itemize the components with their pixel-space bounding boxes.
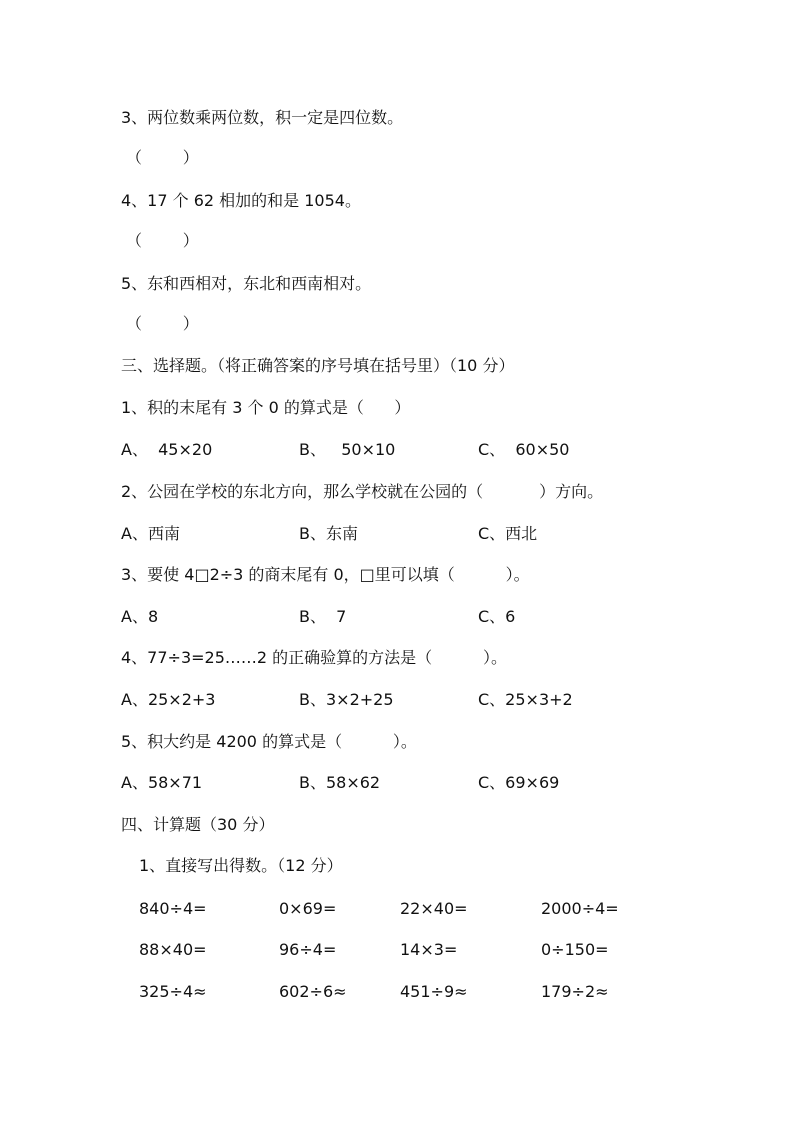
calc-item: 96÷4= [279, 940, 337, 959]
choice-question-4: 4、77÷3=25……2 的正确验算的方法是（ ）。 [121, 648, 508, 667]
calc-sub-heading: 1、直接写出得数。（12 分） [139, 856, 343, 875]
choice-option-c: C、25×3+2 [478, 690, 573, 709]
choice-option-a: A、8 [121, 607, 159, 626]
section-heading-calc: 四、计算题（30 分） [121, 815, 275, 834]
choice-option-a: A、58×71 [121, 773, 203, 792]
calc-item: 325÷4≈ [139, 982, 207, 1001]
section-heading-choice: 三、选择题。（将正确答案的序号填在括号里）（10 分） [121, 356, 515, 375]
answer-parentheses: （ ） [126, 148, 199, 167]
choice-question-1: 1、积的末尾有 3 个 0 的算式是（ ） [121, 398, 411, 417]
calc-item: 88×40= [139, 940, 207, 959]
choice-option-b: B、 7 [299, 607, 347, 626]
choice-question-2: 2、公园在学校的东北方向，那么学校就在公园的（ ）方向。 [121, 482, 604, 501]
calc-item: 0÷150= [541, 940, 609, 959]
judge-question-3: 3、两位数乘两位数，积一定是四位数。 [121, 108, 404, 127]
choice-option-c: C、69×69 [478, 773, 560, 792]
judge-question-4: 4、17 个 62 相加的和是 1054。 [121, 191, 361, 210]
judge-question-5: 5、东和西相对，东北和西南相对。 [121, 274, 372, 293]
choice-option-b: B、3×2+25 [299, 690, 394, 709]
choice-option-c: C、6 [478, 607, 516, 626]
choice-question-3: 3、要使 4□2÷3 的商末尾有 0，□里可以填（ ）。 [121, 565, 530, 584]
calc-item: 14×3= [400, 940, 458, 959]
choice-question-5: 5、积大约是 4200 的算式是（ ）。 [121, 732, 417, 751]
choice-option-c: C、西北 [478, 524, 538, 543]
calc-item: 840÷4= [139, 899, 207, 918]
choice-option-c: C、 60×50 [478, 440, 570, 459]
calc-item: 602÷6≈ [279, 982, 347, 1001]
choice-option-a: A、西南 [121, 524, 180, 543]
choice-option-b: B、东南 [299, 524, 358, 543]
calc-item: 2000÷4= [541, 899, 619, 918]
choice-option-b: B、58×62 [299, 773, 381, 792]
answer-parentheses: （ ） [126, 314, 199, 333]
calc-item: 22×40= [400, 899, 468, 918]
calc-item: 179÷2≈ [541, 982, 609, 1001]
calc-item: 451÷9≈ [400, 982, 468, 1001]
choice-option-b: B、 50×10 [299, 440, 396, 459]
calc-item: 0×69= [279, 899, 337, 918]
choice-option-a: A、25×2+3 [121, 690, 216, 709]
choice-option-a: A、 45×20 [121, 440, 213, 459]
answer-parentheses: （ ） [126, 231, 199, 250]
